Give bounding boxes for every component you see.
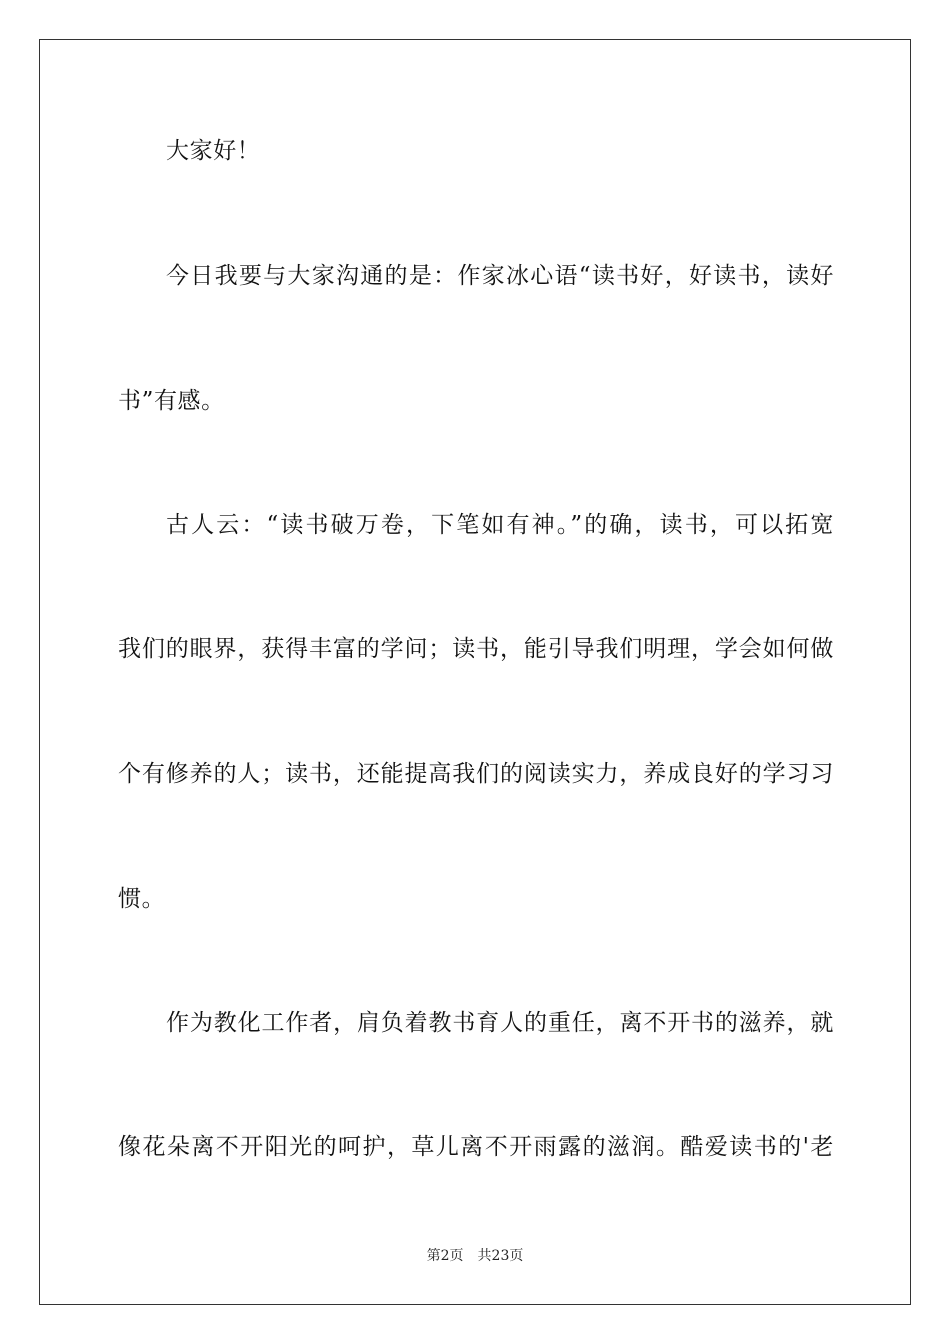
text-line: 今日我要与大家沟通的是：作家冰心语“读书好，好读书，读好 [166,263,834,289]
text-line: 古人云：“读书破万卷，下笔如有神。”的确，读书，可以拓宽 [166,512,834,538]
page-frame [39,39,911,1305]
text-line: 惯。 [118,886,166,912]
text-line: 作为教化工作者，肩负着教书育人的重任，离不开书的滋养，就 [166,1010,834,1036]
text-line: 像花朵离不开阳光的呵护，草儿离不开雨露的滋润。酷爱读书的'老 [118,1134,834,1160]
page-footer [0,1247,950,1265]
text-line-greeting: 大家好！ [166,138,261,164]
text-line: 个有修养的人；读书，还能提高我们的阅读实力，养成良好的学习习 [118,761,834,787]
text-line: 书”有感。 [118,388,225,414]
page-total: 共23页 [477,1248,524,1264]
page-number: 第2页 [426,1248,464,1264]
text-line: 我们的眼界，获得丰富的学问；读书，能引导我们明理，学会如何做 [118,636,834,662]
